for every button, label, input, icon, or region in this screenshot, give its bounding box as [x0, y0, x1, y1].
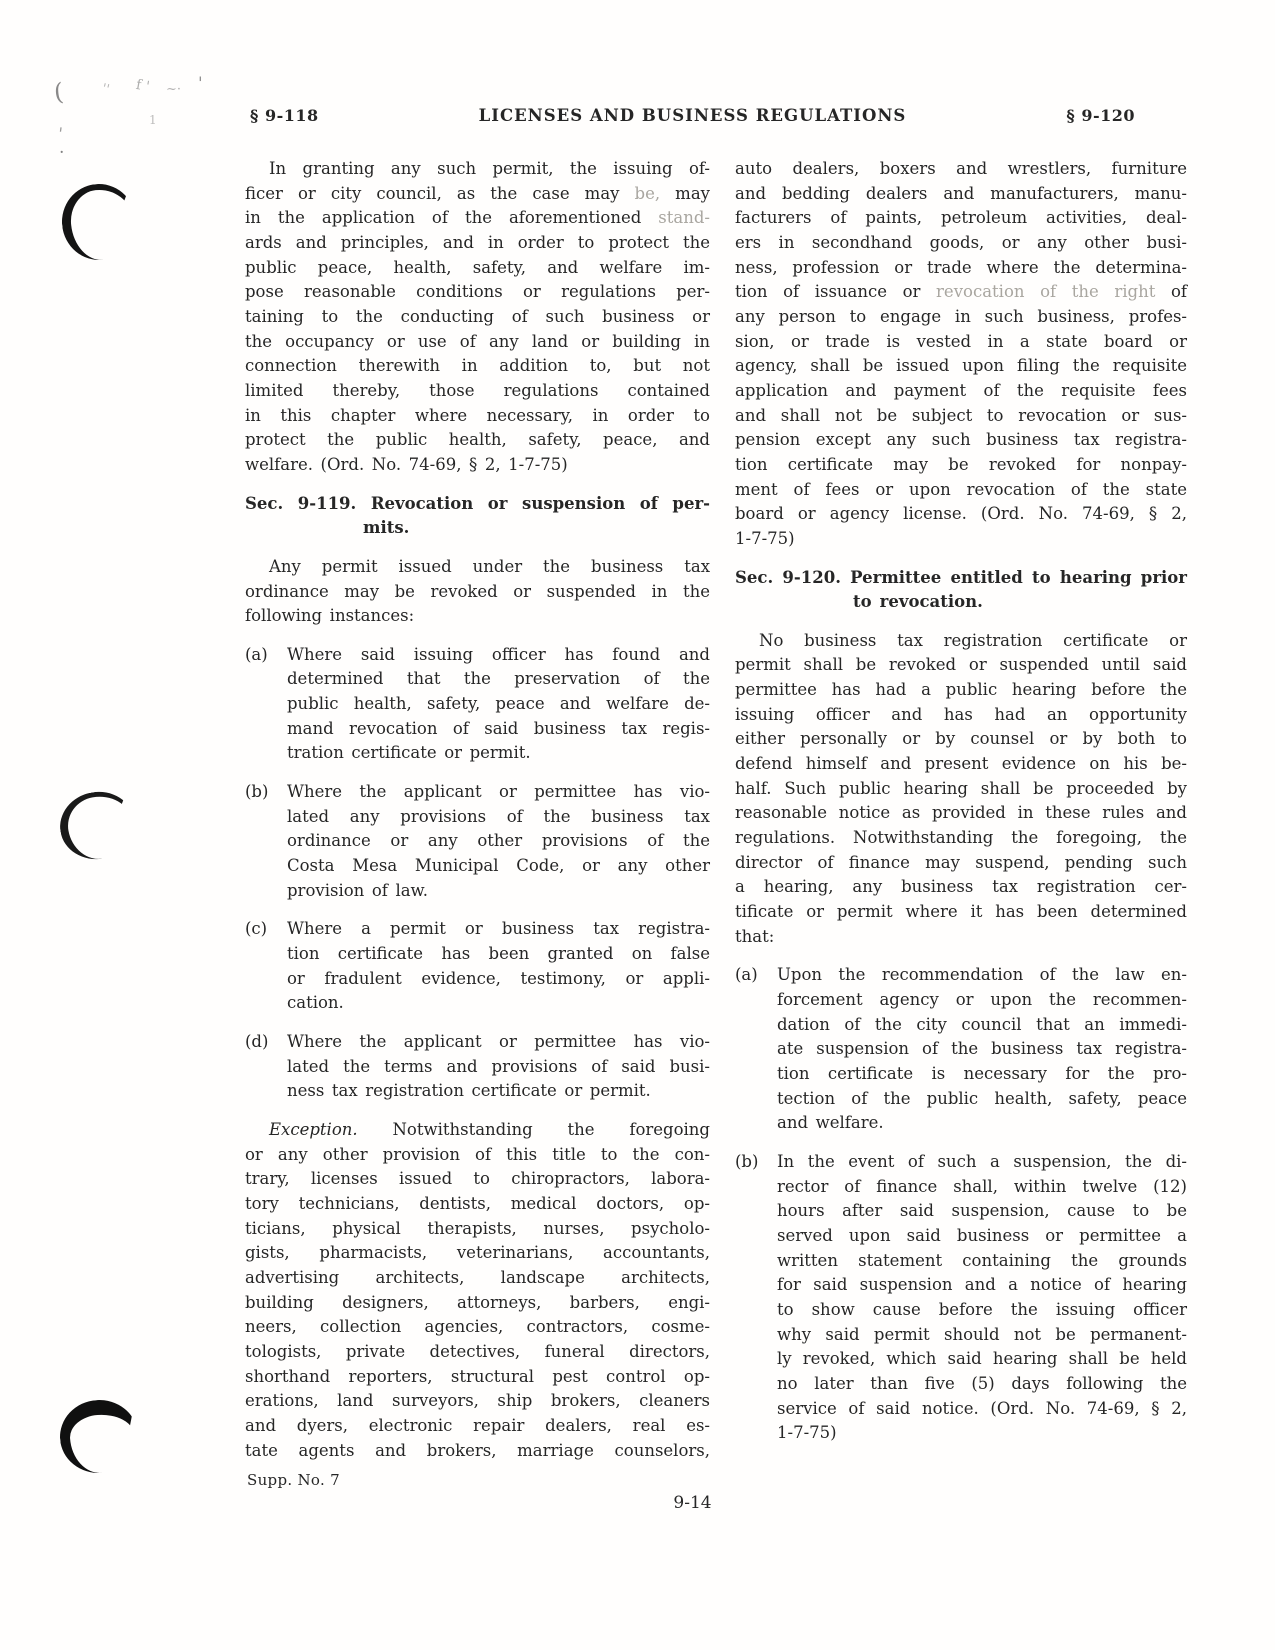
text-line: regulations. Notwithstanding the foregoing, the: [735, 828, 1187, 848]
paragraph: [735, 157, 1187, 552]
text-line: Any permit issued under the business tax: [269, 556, 710, 576]
text-line: defend himself and present evidence on his be-: [735, 754, 1187, 774]
text-line: and welfare.: [777, 1113, 884, 1133]
list-item-label: (d): [245, 1032, 269, 1051]
text-line: Where a permit or business tax registra-: [287, 919, 710, 939]
text-line: facturers of paints, petroleum activities, deal-: [735, 208, 1187, 228]
text-line: pension except any such business tax registra-: [735, 430, 1187, 450]
text-line: 1-7-75): [735, 528, 795, 548]
text-line: agency, shall be issued upon filing the requisite: [735, 356, 1187, 376]
list-item-label: (c): [245, 919, 268, 939]
text-line: auto dealers, boxers and wrestlers, furniture: [735, 159, 1187, 178]
pencil-mark: ': [56, 123, 64, 144]
text-line: neers, collection agencies, contractors, cosme-: [245, 1317, 710, 1337]
text-column-right: [735, 157, 1187, 1460]
section-heading: [735, 566, 1187, 615]
text-line: advertising architects, landscape architects,: [245, 1267, 710, 1287]
text-line: a hearing, any business tax registration cer-: [735, 877, 1187, 897]
paragraph: [245, 555, 710, 629]
ink-smudge-arc-middle: [55, 786, 140, 865]
text-line: Sec. 9-120. Permittee entitled to hearing prior: [735, 567, 1187, 587]
paragraph: [245, 157, 710, 478]
text-line: that:: [735, 926, 775, 946]
text-line: service of said notice. (Ord. No. 74-69, § 2,: [777, 1398, 1187, 1418]
text-line: director of finance may suspend, pending such: [735, 852, 1187, 872]
text-line: ness tax registration certificate or permit.: [287, 1081, 651, 1101]
text-line: Where the applicant or permittee has vio-: [287, 782, 710, 802]
text-line: following instances:: [245, 606, 415, 626]
text-line: ers in secondhand goods, or any other busi-: [735, 232, 1187, 252]
text-line: protect the public health, safety, peace, and: [245, 430, 710, 450]
text-line: in the application of the aforementioned stand-: [245, 208, 710, 228]
text-line: taining to the conducting of such business or: [245, 306, 710, 326]
paragraph: [245, 1118, 710, 1463]
list-item: [245, 917, 710, 1016]
text-line: Upon the recommendation of the law en-: [777, 965, 1187, 985]
text-line: determined that the preservation of the: [287, 669, 710, 689]
text-line: pose reasonable conditions or regulations per-: [245, 282, 710, 302]
text-line: permit shall be revoked or suspended until said: [735, 655, 1187, 675]
text-line: ness, profession or trade where the determina-: [735, 257, 1187, 277]
page-number: 9-14: [673, 1493, 712, 1513]
text-line: tection of the public health, safety, peace: [777, 1088, 1187, 1108]
text-line: application and payment of the requisite fees: [735, 380, 1187, 400]
pencil-mark: ~·: [166, 82, 182, 97]
text-line: shorthand reporters, structural pest control op-: [245, 1366, 710, 1386]
text-line: or fradulent evidence, testimony, or appli-: [287, 968, 710, 988]
text-line: tologists, private detectives, funeral directors,: [245, 1341, 710, 1361]
text-line: any person to engage in such business, profes-: [735, 306, 1187, 326]
text-line: tate agents and brokers, marriage counselors,: [245, 1440, 710, 1460]
text-line: ordinance or any other provisions of the: [287, 831, 710, 851]
text-line: ordinance may be revoked or suspended in the: [245, 581, 710, 601]
pencil-mark: 1: [149, 113, 157, 127]
text-line: the occupancy or use of any land or building in: [245, 331, 710, 351]
text-line: to revocation.: [853, 592, 983, 612]
text-line: ate suspension of the business tax registra-: [777, 1039, 1187, 1059]
text-line: and shall not be subject to revocation or sus-: [735, 405, 1187, 425]
text-line: limited thereby, those regulations contained: [245, 380, 710, 400]
list-item-label: (a): [245, 644, 268, 664]
text-line: Exception. Notwithstanding the foregoing: [269, 1119, 710, 1139]
text-line: to show cause before the issuing officer: [777, 1299, 1187, 1319]
text-line: lated the terms and provisions of said busi-: [287, 1056, 710, 1076]
text-line: sion, or trade is vested in a state board or: [735, 331, 1187, 351]
pencil-mark: '': [100, 81, 111, 98]
text-line: ly revoked, which said hearing shall be held: [777, 1349, 1187, 1369]
text-line: issuing officer and has had an opportunity: [735, 704, 1187, 724]
text-line: and bedding dealers and manufacturers, manu-: [735, 183, 1187, 203]
text-line: permittee has had a public hearing before the: [735, 680, 1187, 700]
text-line: forcement agency or upon the recommen-: [777, 990, 1187, 1009]
text-line: mand revocation of said business tax regis-: [287, 718, 710, 738]
text-line: 1-7-75): [777, 1423, 837, 1443]
pencil-mark: f ': [134, 76, 151, 96]
text-line: rector of finance shall, within twelve (12): [777, 1176, 1187, 1196]
text-line: tory technicians, dentists, medical doctors, op-: [245, 1193, 710, 1213]
text-line: cation.: [287, 993, 344, 1013]
text-line: tration certificate or permit.: [287, 743, 531, 763]
list-item-label: (b): [735, 1151, 759, 1171]
pencil-mark: .: [59, 138, 65, 158]
text-line: lated any provisions of the business tax: [287, 806, 710, 826]
header-section-right: § 9-120: [1066, 106, 1135, 125]
text-line: no later than five (5) days following the: [777, 1373, 1187, 1393]
list-item-label: (b): [245, 782, 269, 802]
text-line: why said permit should not be permanent-: [777, 1324, 1187, 1344]
text-line: half. Such public hearing shall be proceeded by: [735, 778, 1187, 798]
text-line: in this chapter where necessary, in order to: [245, 405, 710, 425]
text-column-left: [245, 157, 710, 1477]
text-line: hours after said suspension, cause to be: [777, 1201, 1187, 1221]
text-line: Where the applicant or permittee has vio-: [287, 1032, 710, 1051]
text-line: provision of law.: [287, 880, 428, 900]
section-heading: [245, 492, 710, 541]
text-line: Costa Mesa Municipal Code, or any other: [287, 856, 710, 876]
text-line: Where said issuing officer has found and: [287, 644, 710, 664]
text-line: tificate or permit where it has been determined: [735, 902, 1187, 922]
text-line: gists, pharmacists, veterinarians, accountants,: [245, 1243, 710, 1263]
text-line: ticians, physical therapists, nurses, psycholo-: [245, 1218, 710, 1238]
text-line: building designers, attorneys, barbers, engi-: [245, 1292, 710, 1312]
text-line: board or agency license. (Ord. No. 74-69, § 2,: [735, 504, 1187, 524]
text-line: tion certificate is necessary for the pro-: [777, 1063, 1187, 1083]
supplement-note: Supp. No. 7: [247, 1471, 340, 1489]
list-item-label: (a): [735, 965, 758, 985]
text-line: written statement containing the grounds: [777, 1250, 1187, 1270]
text-line: tion of issuance or revocation of the right of: [735, 282, 1187, 302]
header-section-left: § 9-118: [250, 106, 319, 125]
text-line: either personally or by counsel or by both to: [735, 729, 1187, 749]
ink-smudge-arc-top: [58, 180, 140, 263]
text-line: public health, safety, peace and welfare de-: [287, 694, 710, 714]
text-line: No business tax registration certificate or: [759, 630, 1187, 650]
text-line: trary, licenses issued to chiropractors, labora-: [245, 1169, 710, 1189]
text-line: tion certificate has been granted on false: [287, 944, 710, 964]
text-line: tion certificate may be revoked for nonpay-: [735, 454, 1187, 474]
ink-smudge-arc-bottom: [58, 1397, 141, 1475]
text-line: or any other provision of this title to the con-: [245, 1144, 710, 1164]
text-line: welfare. (Ord. No. 74-69, § 2, 1-7-75): [245, 454, 568, 474]
text-line: ards and principles, and in order to protect the: [245, 232, 710, 252]
pencil-mark: ': [198, 74, 203, 94]
text-line: reasonable notice as provided in these rules and: [735, 803, 1187, 823]
text-line: erations, land surveyors, ship brokers, cleaners: [245, 1391, 710, 1411]
text-line: connection therewith in addition to, but not: [245, 356, 710, 376]
list-item: [735, 963, 1187, 1136]
page-header: [250, 106, 1135, 132]
text-line: In the event of such a suspension, the di-: [777, 1151, 1187, 1171]
pencil-mark: (: [52, 77, 65, 107]
paragraph: [735, 629, 1187, 950]
text-line: ficer or city council, as the case may be, may: [245, 183, 710, 203]
text-line: In granting any such permit, the issuing of-: [269, 159, 710, 178]
text-line: served upon said business or permittee a: [777, 1225, 1187, 1245]
text-line: dation of the city council that an immedi-: [777, 1014, 1187, 1034]
header-title: LICENSES AND BUSINESS REGULATIONS: [478, 106, 907, 125]
text-line: public peace, health, safety, and welfare im-: [245, 257, 710, 277]
text-line: mits.: [363, 518, 410, 538]
text-line: Sec. 9-119. Revocation or suspension of per-: [245, 493, 710, 513]
text-line: for said suspension and a notice of hearing: [777, 1275, 1187, 1295]
list-item: [735, 1150, 1187, 1446]
list-item: [245, 1030, 710, 1104]
text-line: ment of fees or upon revocation of the state: [735, 479, 1187, 499]
list-item: [245, 643, 710, 766]
text-line: and dyers, electronic repair dealers, real es-: [245, 1415, 710, 1435]
list-item: [245, 780, 710, 903]
